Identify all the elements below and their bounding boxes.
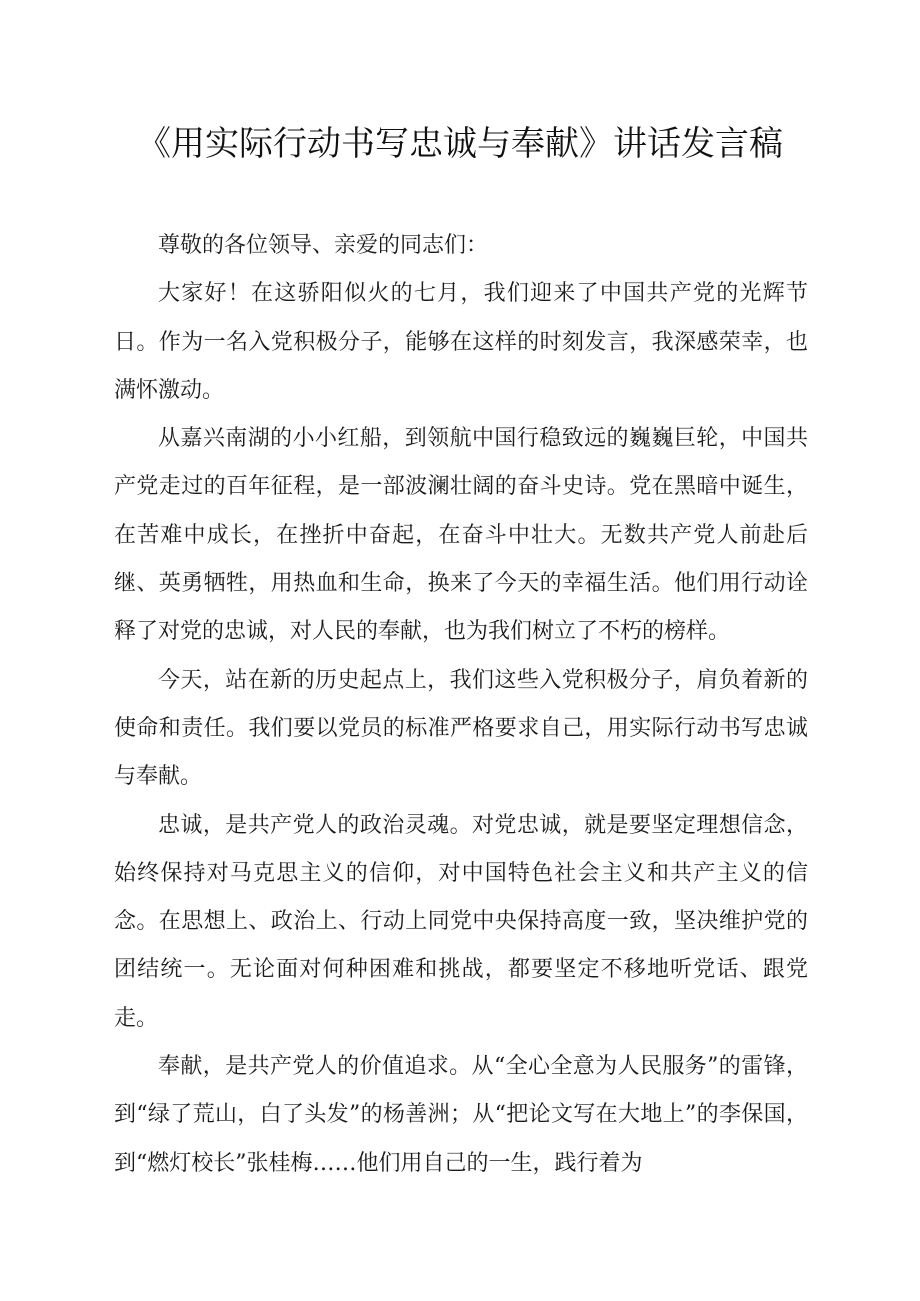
document-body [114,222,808,1188]
loyalty-paragraph: 忠诚，是共产党人的政治灵魂。对党忠诚，就是要坚定理想信念，始终保持对马克思主义的信仰，对中国特色社会主义和共产主义的信念。在思想上、政治上、行动上同党中央保持高度一致，坚决维护党的团结统一。无论面对何种困难和挑战，都要坚定不移地听党话、跟党走。 [114,812,808,1031]
document-title: 《用实际行动书写忠诚与奉献》讲话发言稿 [137,124,783,164]
dedication-paragraph: 奉献，是共产党人的价值追求。从“全心全意为人民服务”的雷锋，到“绿了荒山，白了头发”的杨善洲；从“把论文写在大地上”的李保国，到“燃灯校长”张桂梅……他们用自己的一生，践行着为 [114,1054,808,1176]
salutation-paragraph: 尊敬的各位领导、亲爱的同志们： [158,233,489,258]
greeting-paragraph: 大家好！在这骄阳似火的七月，我们迎来了中国共产党的光辉节日。作为一名入党积极分子，能够在这样的时刻发言，我深感荣幸，也满怀激动。 [114,281,808,403]
mission-paragraph: 今天，站在新的历史起点上，我们这些入党积极分子，肩负着新的使命和责任。我们要以党员的标准严格要求自己，用实际行动书写忠诚与奉献。 [114,667,808,790]
history-paragraph: 从嘉兴南湖的小小红船，到领航中国行稳致远的巍巍巨轮，中国共产党走过的百年征程，是一部波澜壮阔的奋斗史诗。党在黑暗中诞生，在苦难中成长，在挫折中奋起，在奋斗中壮大。无数共产党人前赴后继、英勇牺牲，用热血和生命，换来了今天的幸福生活。他们用行动诠释了对党的忠诚，对人民的奉献，也为我们树立了不朽的榜样。 [114,426,808,645]
